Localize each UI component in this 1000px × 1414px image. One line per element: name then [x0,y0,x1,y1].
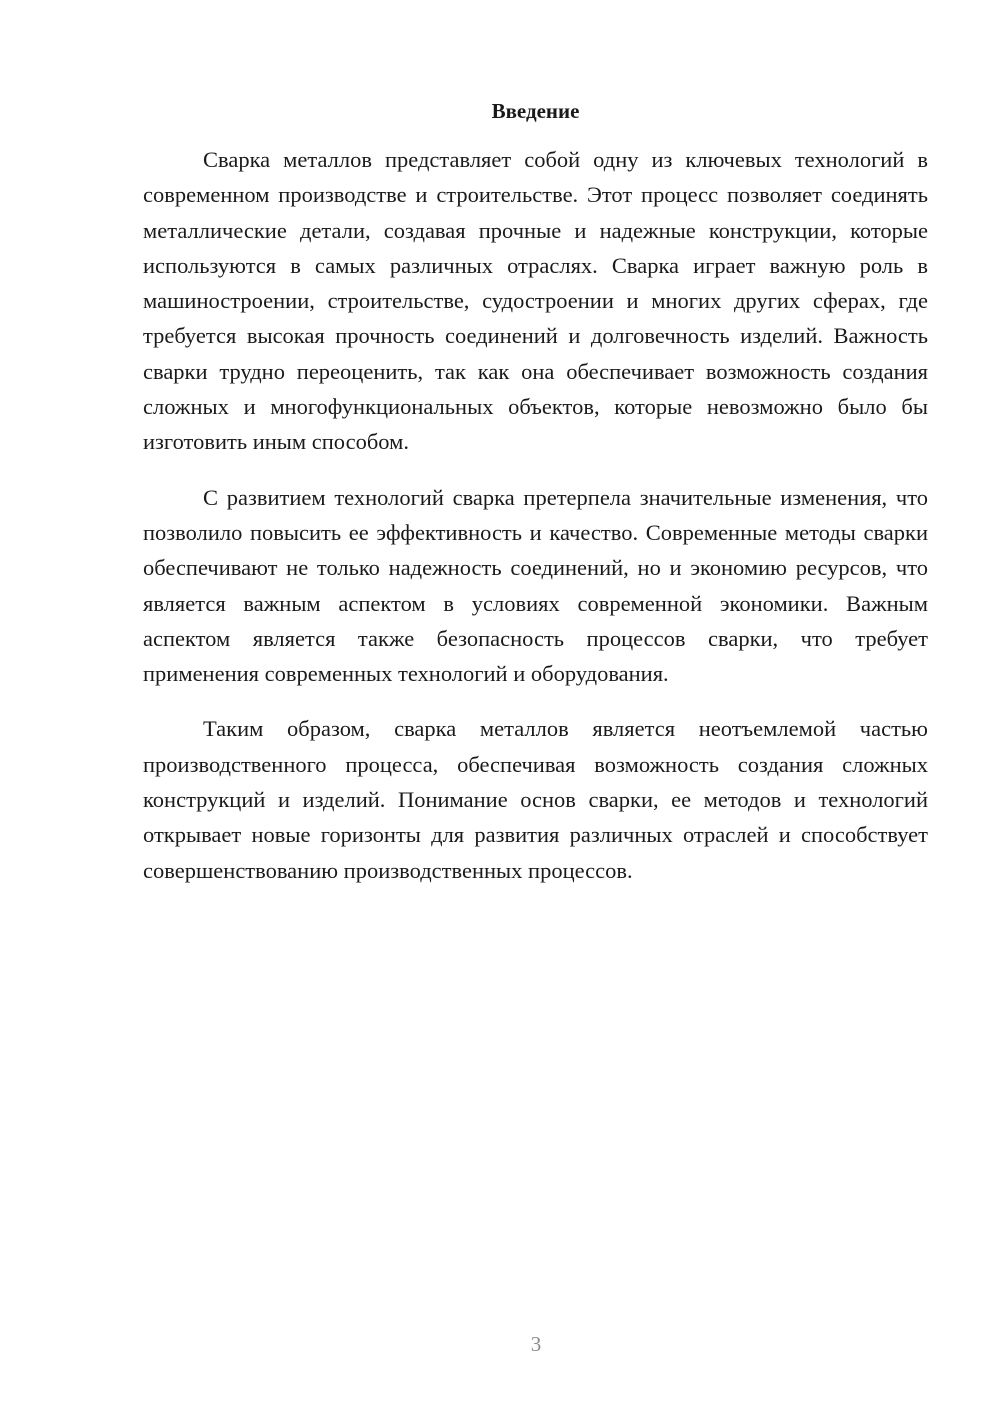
body-text [143,142,928,908]
paragraph-1: Сварка металлов представляет собой одну из ключевых технологий в современном производстве и строительстве. Этот процесс позволяет соединять металлические детали, создавая прочные и надежные конструкции, которые используются в самых различных отраслях. Сварка играет важную роль в машиностроении, строительстве, судостроении и многих других сферах, где требуется высокая прочность соединений и долговечность изделий. Важность сварки трудно переоценить, так как она обеспечивает возможность создания сложных и многофункциональных объектов, которые невозможно было бы изготовить иным способом. [143,147,928,455]
page-number: 3 [530,1332,542,1356]
paragraph-3: Таким образом, сварка металлов является неотъемлемой частью производственного процесса, обеспечивая возможность создания сложных конструкций и изделий. Понимание основ сварки, ее методов и технологий открывает новые горизонты для развития различных отраслей и способствует совершенствованию производственных процессов. [143,716,928,883]
paragraph-2: С развитием технологий сварка претерпела значительные изменения, что позволило повысить ее эффективность и качество. Современные методы сварки обеспечивают не только надежность соединений, но и экономию ресурсов, что является важным аспектом в условиях современной экономики. Важным аспектом является также безопасность процессов сварки, что требует применения современных технологий и оборудования. [143,484,928,687]
section-title: Введение [491,99,580,123]
